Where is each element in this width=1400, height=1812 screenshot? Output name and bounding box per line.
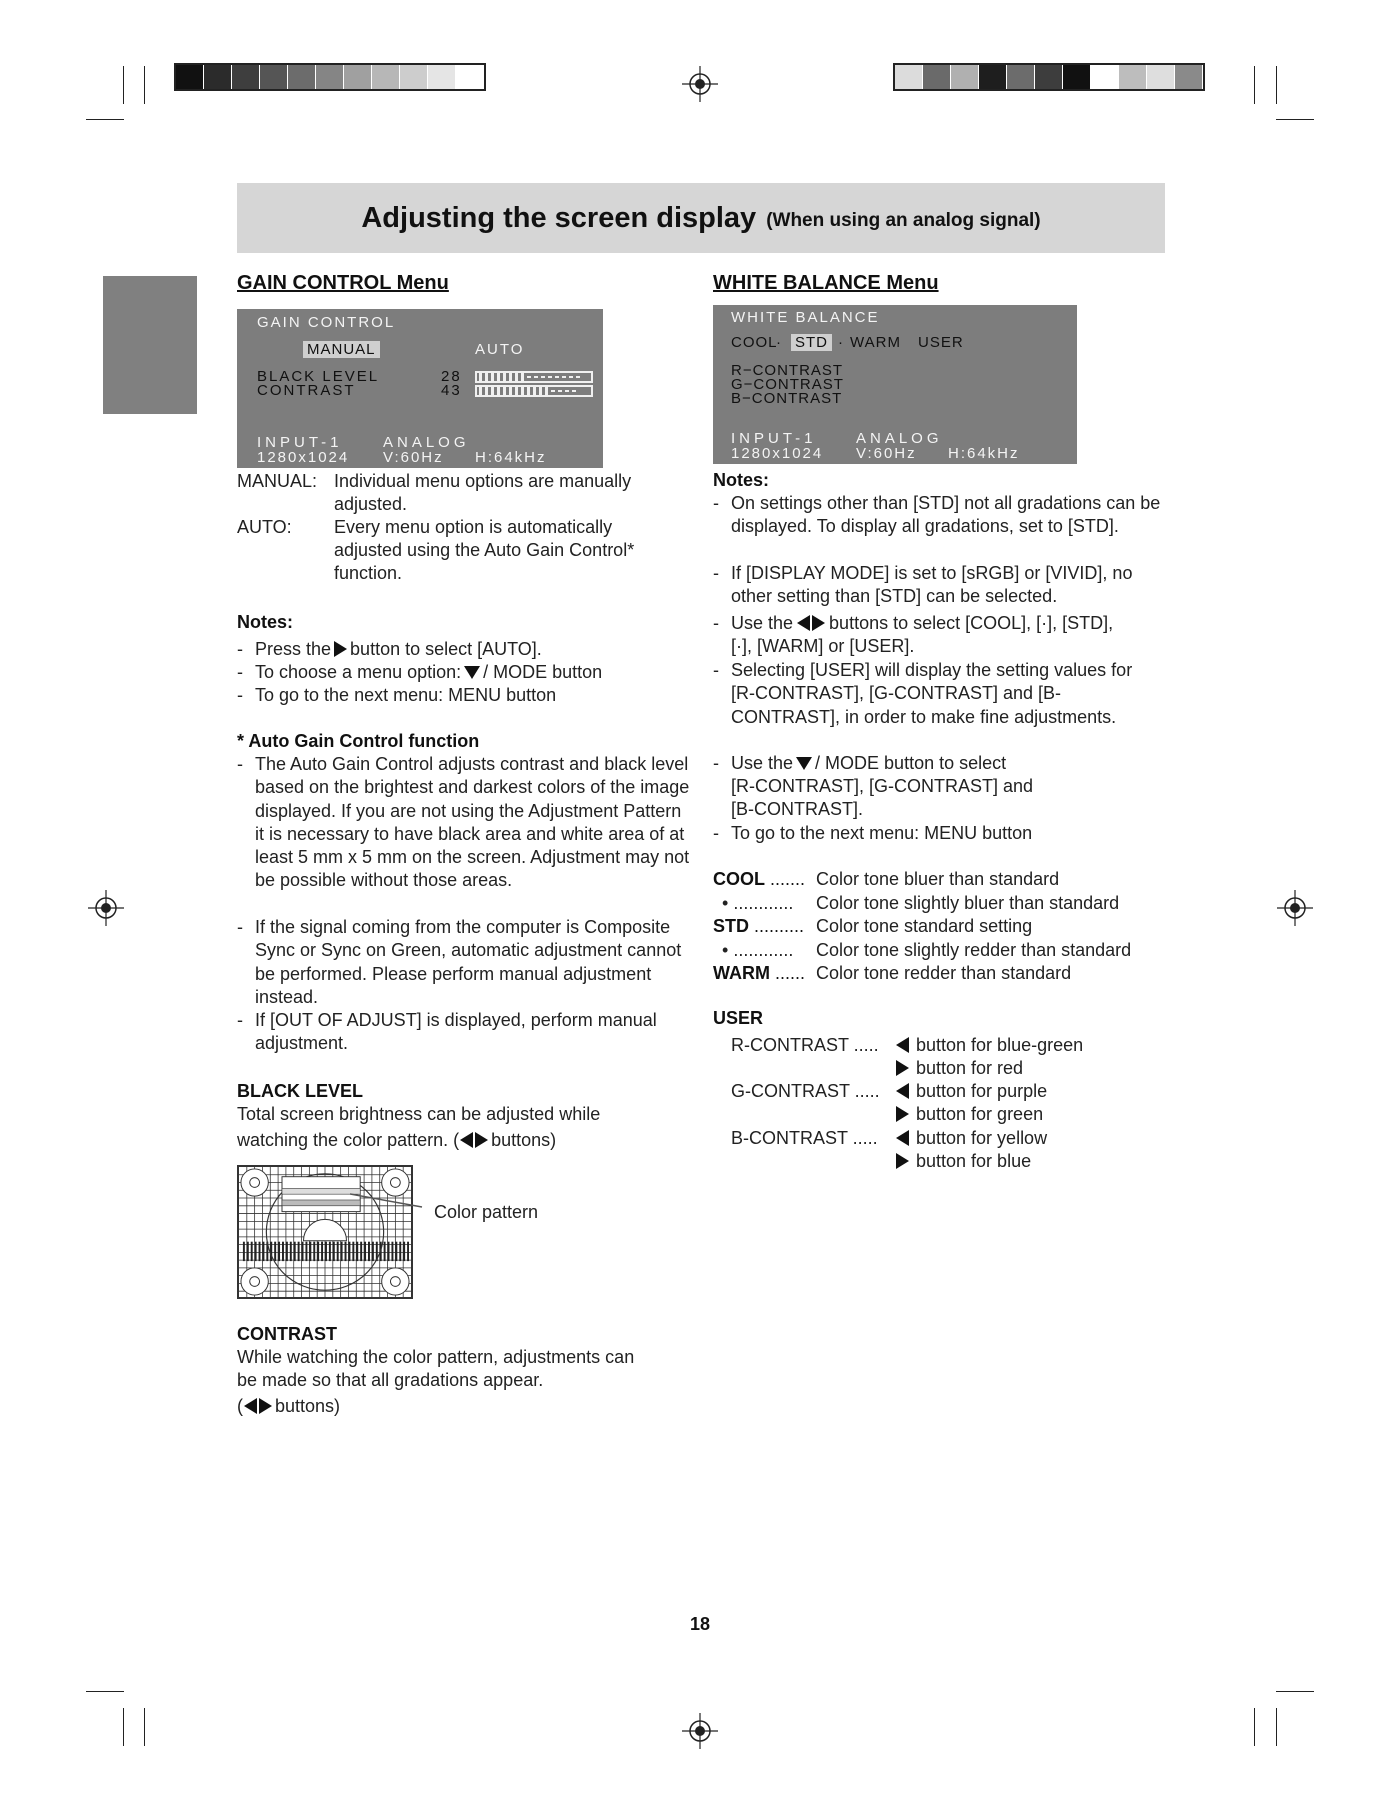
contrast-desc-post: buttons): [275, 1396, 341, 1416]
calibration-swatch: [979, 65, 1007, 89]
contrast-desc-line2: be made so that all gradations appear.: [237, 1370, 544, 1390]
manual-desc-line1: Individual menu options are manually: [334, 471, 632, 491]
g-contrast-right-text: button for green: [916, 1104, 1044, 1124]
pattern-leader-line: [350, 1190, 425, 1210]
level-segment-empty: [548, 376, 552, 378]
manual-term: MANUAL:: [237, 471, 318, 491]
left-arrow-icon: [797, 615, 810, 631]
tone-leader-dots: ............: [728, 892, 794, 913]
left-arrow-icon: [244, 1398, 257, 1414]
osd-v-freq: V:60Hz: [383, 449, 444, 466]
black-level-desc-pre: watching the color pattern. (: [237, 1130, 460, 1150]
level-segment-filled: [479, 373, 482, 381]
color-calibration-bar-left: [174, 63, 486, 91]
calibration-swatch: [204, 65, 232, 89]
left-arrow-icon: [460, 1132, 473, 1148]
osd-contrast-label: CONTRAST: [257, 382, 356, 399]
osd-analog: ANALOG: [856, 430, 943, 447]
tone-leader-dots: ..........: [749, 916, 805, 936]
crop-mark: [86, 1691, 124, 1692]
osd-option-dot-1[interactable]: ·: [776, 334, 782, 351]
level-segment-filled: [533, 387, 536, 395]
level-segment-empty: [572, 390, 576, 392]
b-contrast-label: B-CONTRAST .....: [731, 1128, 878, 1148]
osd-g-contrast: G−CONTRAST: [731, 376, 844, 393]
color-pattern-label: Color pattern: [434, 1202, 539, 1222]
note-dash: -: [713, 753, 719, 773]
calibration-swatch: [232, 65, 260, 89]
note-dash: -: [713, 563, 719, 583]
white-balance-heading: WHITE BALANCE Menu: [713, 272, 939, 294]
level-segment-empty: [534, 376, 538, 378]
level-segment-filled: [479, 387, 482, 395]
level-segment-empty: [527, 376, 531, 378]
color-pattern-image: [237, 1165, 413, 1299]
level-segment-filled: [515, 387, 518, 395]
level-segment-empty: [555, 376, 559, 378]
level-segment-filled: [503, 387, 506, 395]
calibration-swatch: [260, 65, 288, 89]
level-segment-filled: [491, 373, 494, 381]
tone-leader-dots: ......: [770, 963, 806, 983]
right-arrow-icon: [896, 1060, 909, 1076]
crop-mark: [86, 119, 124, 120]
osd-v-freq: V:60Hz: [856, 445, 917, 462]
section-tab-marker: [103, 276, 197, 414]
right-arrow-icon: [259, 1398, 272, 1414]
calibration-swatch: [1035, 65, 1063, 89]
level-segment-empty: [558, 390, 562, 392]
osd-r-contrast: R−CONTRAST: [731, 362, 844, 379]
level-segment-filled: [545, 387, 548, 395]
note-press-right-post: button to select [AUTO].: [350, 639, 542, 659]
tone-term: • ............: [722, 892, 794, 913]
tone-leader-dots: ............: [728, 939, 794, 960]
level-segment-filled: [527, 387, 530, 395]
level-segment-filled: [497, 373, 500, 381]
level-segment-filled: [485, 373, 488, 381]
right-arrow-icon: [896, 1153, 909, 1169]
page-number: 18: [689, 1614, 711, 1634]
right-arrow-icon: [334, 641, 347, 657]
tone-term: WARM ......: [713, 963, 806, 983]
osd-black-level-bar[interactable]: [475, 371, 593, 383]
level-segment-empty: [551, 390, 555, 392]
level-segment-filled: [539, 387, 542, 395]
level-segment-filled: [503, 373, 506, 381]
level-segment-filled: [509, 387, 512, 395]
b-contrast-left: [893, 1127, 1047, 1150]
calibration-swatch: [176, 65, 204, 89]
note-dash: -: [237, 639, 243, 659]
registration-mark-icon: [88, 890, 124, 926]
calibration-swatch: [372, 65, 400, 89]
g-contrast-right: [893, 1103, 1043, 1126]
osd-black-level-value: 28: [441, 368, 462, 385]
note-choose-option-post: / MODE button: [483, 662, 603, 682]
calibration-swatch: [923, 65, 951, 89]
contrast-desc-line1: While watching the color pattern, adjustments can: [237, 1347, 635, 1367]
contrast-heading: CONTRAST: [237, 1324, 337, 1344]
g-contrast-left: [893, 1080, 1047, 1103]
level-segment-filled: [497, 387, 500, 395]
calibration-swatch: [288, 65, 316, 89]
level-segment-empty: [541, 376, 545, 378]
calibration-swatch: [456, 65, 484, 89]
b-contrast-left-text: button for yellow: [916, 1128, 1048, 1148]
osd-contrast-bar[interactable]: [475, 385, 593, 397]
wb-note-5-line1: [731, 752, 1006, 775]
note-dash: -: [237, 1010, 243, 1030]
auto-desc-line2: adjusted using the Auto Gain Control*: [334, 540, 635, 560]
note-dash: -: [237, 754, 243, 774]
wb-note-3-pre: Use the: [731, 613, 794, 633]
note-choose-option: [255, 661, 602, 684]
crop-mark: [123, 66, 124, 104]
calibration-swatch: [428, 65, 456, 89]
right-arrow-icon: [475, 1132, 488, 1148]
wb-note-1: On settings other than [STD] not all gradations can be displayed. To display all gradations, set to [STD].: [731, 493, 1161, 537]
agc-heading: * Auto Gain Control function: [237, 731, 480, 751]
calibration-swatch: [895, 65, 923, 89]
osd-input: INPUT-1: [257, 434, 343, 451]
wb-note-3-post: buttons to select [COOL], [·], [STD],: [829, 613, 1114, 633]
level-segment-filled: [485, 387, 488, 395]
r-contrast-right-text: button for red: [916, 1058, 1024, 1078]
black-level-desc-line1: Total screen brightness can be adjusted while: [237, 1104, 601, 1124]
calibration-swatch: [400, 65, 428, 89]
calibration-swatch: [1175, 65, 1203, 89]
b-contrast-right: [893, 1150, 1031, 1173]
auto-desc-line1: Every menu option is automatically: [334, 517, 613, 537]
osd-title: GAIN CONTROL: [257, 314, 396, 331]
osd-input: INPUT-1: [731, 430, 817, 447]
r-contrast-left: [893, 1034, 1083, 1057]
right-arrow-icon: [896, 1106, 909, 1122]
osd-analog: ANALOG: [383, 434, 470, 451]
tone-leader-dots: .......: [765, 869, 806, 889]
black-level-desc-line2: [237, 1129, 556, 1152]
calibration-swatch: [1063, 65, 1091, 89]
tone-description: Color tone standard setting: [816, 916, 1033, 936]
note-press-right: [255, 638, 542, 661]
g-contrast-left-text: button for purple: [916, 1081, 1048, 1101]
osd-option-manual[interactable]: MANUAL: [303, 341, 380, 358]
wb-note-2: If [DISPLAY MODE] is set to [sRGB] or [VIVID], no other setting than [STD] can be selected.: [731, 563, 1133, 607]
osd-option-warm[interactable]: WARM: [850, 334, 901, 351]
registration-mark-icon: [682, 66, 718, 102]
auto-term: AUTO:: [237, 517, 292, 537]
tone-term: • ............: [722, 939, 794, 960]
crop-mark: [123, 1708, 124, 1746]
r-contrast-label: R-CONTRAST .....: [731, 1035, 879, 1055]
level-segment-filled: [521, 387, 524, 395]
white-balance-osd: [713, 305, 1077, 464]
level-segment-filled: [491, 387, 494, 395]
level-segment-filled: [521, 373, 524, 381]
right-arrow-icon: [812, 615, 825, 631]
wb-note-5-pre: Use the: [731, 753, 794, 773]
black-level-heading: BLACK LEVEL: [237, 1081, 363, 1101]
calibration-swatch: [1119, 65, 1147, 89]
crop-mark: [1276, 66, 1277, 104]
agc-note-3: If [OUT OF ADJUST] is displayed, perform manual adjustment.: [255, 1010, 657, 1054]
tone-term: STD ..........: [713, 916, 805, 936]
level-segment-filled: [509, 373, 512, 381]
down-arrow-icon: [464, 666, 480, 679]
osd-option-auto[interactable]: AUTO: [475, 341, 525, 358]
level-segment-empty: [562, 376, 566, 378]
osd-option-cool[interactable]: COOL: [731, 334, 778, 351]
r-contrast-left-text: button for blue-green: [916, 1035, 1084, 1055]
wb-notes-heading: Notes:: [713, 470, 770, 490]
user-heading: USER: [713, 1008, 764, 1028]
manual-desc-line2: adjusted.: [334, 494, 408, 514]
crop-mark: [1254, 1708, 1255, 1746]
left-arrow-icon: [896, 1083, 909, 1099]
notes-heading: Notes:: [237, 612, 294, 632]
osd-option-std[interactable]: STD: [791, 334, 832, 351]
level-segment-empty: [576, 376, 580, 378]
calibration-swatch: [1147, 65, 1175, 89]
osd-black-level-label: BLACK LEVEL: [257, 368, 380, 385]
crop-mark: [1276, 1708, 1277, 1746]
wb-note-5-line3: [B-CONTRAST].: [731, 799, 864, 819]
osd-contrast-value: 43: [441, 382, 462, 399]
left-arrow-icon: [896, 1037, 909, 1053]
calibration-swatch: [1091, 65, 1119, 89]
left-arrow-icon: [896, 1130, 909, 1146]
crop-mark: [1276, 1691, 1314, 1692]
note-dash: -: [713, 613, 719, 633]
osd-b-contrast: B−CONTRAST: [731, 390, 843, 407]
osd-resolution: 1280x1024: [731, 445, 824, 462]
tone-description: Color tone bluer than standard: [816, 869, 1060, 889]
osd-title: WHITE BALANCE: [731, 309, 880, 326]
tone-description: Color tone slightly redder than standard: [816, 939, 1132, 960]
agc-note-1: The Auto Gain Control adjusts contrast and black level based on the brightest and darkest colors of the image displayed. If you are not using the Adjustment Pattern it is necessary to have black area and white area of at least 5 mm x 5 mm on the screen. Adjustment may not be possible without those areas.: [255, 754, 690, 891]
osd-resolution: 1280x1024: [257, 449, 350, 466]
osd-h-freq: H:64kHz: [948, 445, 1020, 462]
g-contrast-label: G-CONTRAST .....: [731, 1081, 880, 1101]
crop-mark: [144, 66, 145, 104]
wb-note-3-line1: [731, 612, 1113, 635]
wb-note-5-post: / MODE button to select: [815, 753, 1007, 773]
page-title-band: [237, 183, 1165, 253]
level-segment-filled: [515, 373, 518, 381]
contrast-desc-line3: [237, 1395, 340, 1418]
registration-mark-icon: [1277, 890, 1313, 926]
wb-note-4: Selecting [USER] will display the setting values for [R-CONTRAST], [G-CONTRAST] and [B-CONTRAST], in order to make fine adjustments.: [731, 660, 1133, 727]
tone-description: Color tone slightly bluer than standard: [816, 892, 1120, 913]
tone-description: Color tone redder than standard: [816, 963, 1072, 983]
wb-note-3-line2: [·], [WARM] or [USER].: [731, 636, 915, 656]
color-calibration-bar-right: [893, 63, 1205, 91]
note-dash: -: [713, 660, 719, 680]
page-title: Adjusting the screen display: [361, 201, 757, 234]
note-press-right-pre: Press the: [255, 639, 332, 659]
osd-h-freq: H:64kHz: [475, 449, 547, 466]
calibration-swatch: [1007, 65, 1035, 89]
contrast-desc-pre: (: [237, 1396, 243, 1416]
calibration-swatch: [316, 65, 344, 89]
calibration-swatch: [951, 65, 979, 89]
calibration-swatch: [344, 65, 372, 89]
crop-mark: [1254, 66, 1255, 104]
wb-note-6: To go to the next menu: MENU button: [731, 823, 1033, 843]
note-dash: -: [237, 917, 243, 937]
osd-option-user[interactable]: USER: [918, 334, 964, 351]
gain-control-osd: [237, 309, 603, 468]
note-dash: -: [237, 662, 243, 682]
crop-mark: [1276, 119, 1314, 120]
note-choose-option-pre: To choose a menu option:: [255, 662, 462, 682]
auto-desc-line3: function.: [334, 563, 403, 583]
note-dash: -: [713, 823, 719, 843]
note-dash: -: [713, 493, 719, 513]
black-level-desc-post: buttons): [491, 1130, 557, 1150]
note-dash: -: [237, 685, 243, 705]
r-contrast-right: [893, 1057, 1023, 1080]
tone-term: COOL .......: [713, 869, 806, 889]
crop-mark: [144, 1708, 145, 1746]
note-next-menu: To go to the next menu: MENU button: [255, 685, 557, 705]
down-arrow-icon: [796, 757, 812, 770]
osd-option-dot-2[interactable]: ·: [838, 334, 844, 351]
agc-note-2: If the signal coming from the computer is Composite Sync or Sync on Green, automatic adjustment cannot be performed. Please perform manual adjustment instead.: [255, 917, 682, 1007]
registration-mark-icon: [682, 1713, 718, 1749]
level-segment-empty: [569, 376, 573, 378]
page-subtitle: (When using an analog signal): [766, 210, 1041, 231]
b-contrast-right-text: button for blue: [916, 1151, 1032, 1171]
wb-note-5-line2: [R-CONTRAST], [G-CONTRAST] and: [731, 776, 1034, 796]
gain-control-heading: GAIN CONTROL Menu: [237, 272, 449, 294]
level-segment-empty: [565, 390, 569, 392]
